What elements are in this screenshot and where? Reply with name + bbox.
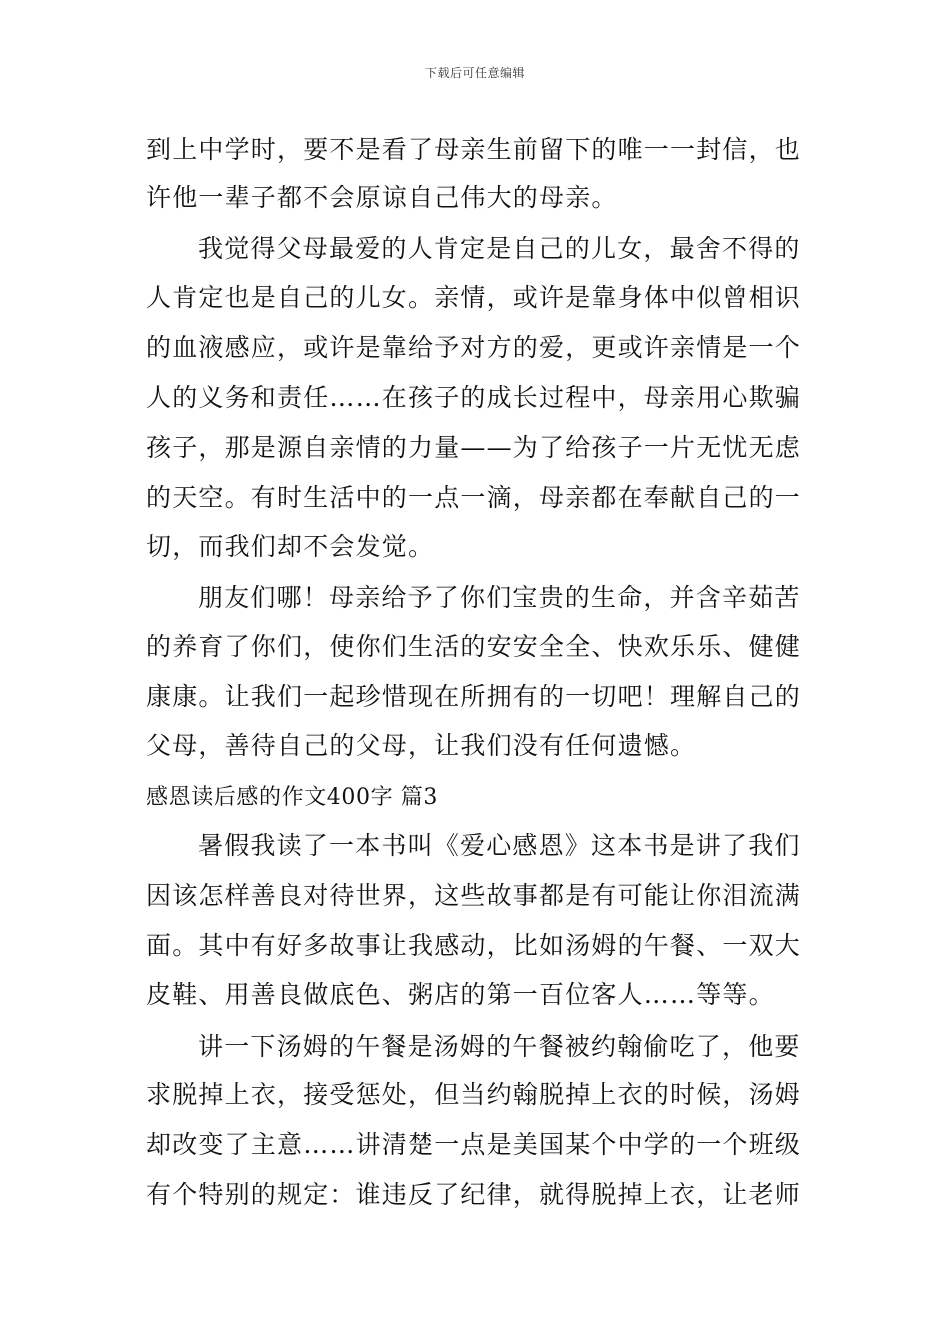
header-note: 下载后可任意编辑 (424, 66, 525, 80)
text-line: 暑假我读了一本书叫《爱心感恩》这本书是讲了我们 (198, 831, 801, 860)
text-line: 讲一下汤姆的午餐是汤姆的午餐被约翰偷吃了，他要 (198, 1032, 801, 1061)
text-line: 我觉得父母最爱的人肯定是自己的儿女，最舍不得的 (198, 234, 801, 263)
text-line: 康康。让我们一起珍惜现在所拥有的一切吧！理解自己的 (146, 682, 802, 711)
text-line: 人肯定也是自己的儿女。亲情，或许是靠身体中似曾相识 (146, 283, 802, 312)
text-line: 父母，善待自己的父母，让我们没有任何遗憾。 (146, 731, 697, 760)
section-heading: 感恩读后感的作文400字 篇3 (146, 785, 438, 810)
text-line: 因该怎样善良对待世界，这些故事都是有可能让你泪流满 (146, 881, 802, 910)
text-line: 有个特别的规定：谁违反了纪律，就得脱掉上衣，让老师 (146, 1180, 802, 1209)
text-line: 求脱掉上衣，接受惩处，但当约翰脱掉上衣的时候，汤姆 (146, 1080, 802, 1109)
text-line: 切，而我们却不会发觉。 (146, 532, 435, 561)
text-line: 许他一辈子都不会原谅自己伟大的母亲。 (146, 183, 618, 212)
text-line: 却改变了主意……讲清楚一点是美国某个中学的一个班级 (146, 1130, 802, 1159)
text-line: 皮鞋、用善良做底色、粥店的第一百位客人……等等。 (146, 980, 775, 1009)
text-line: 的养育了你们，使你们生活的安安全全、快欢乐乐、健健 (146, 632, 802, 661)
text-line: 人的义务和责任……在孩子的成长过程中，母亲用心欺骗 (146, 383, 802, 412)
text-line: 的天空。有时生活中的一点一滴，母亲都在奉献自己的一 (146, 483, 802, 512)
text-line: 到上中学时，要不是看了母亲生前留下的唯一一封信，也 (146, 135, 802, 164)
text-line: 孩子，那是源自亲情的力量——为了给孩子一片无忧无虑 (146, 433, 802, 462)
text-line: 的血液感应，或许是靠给予对方的爱，更或许亲情是一个 (146, 333, 802, 362)
text-line: 朋友们哪！母亲给予了你们宝贵的生命，并含辛茹苦 (198, 583, 801, 612)
text-line: 面。其中有好多故事让我感动，比如汤姆的午餐、一双大 (146, 931, 802, 960)
